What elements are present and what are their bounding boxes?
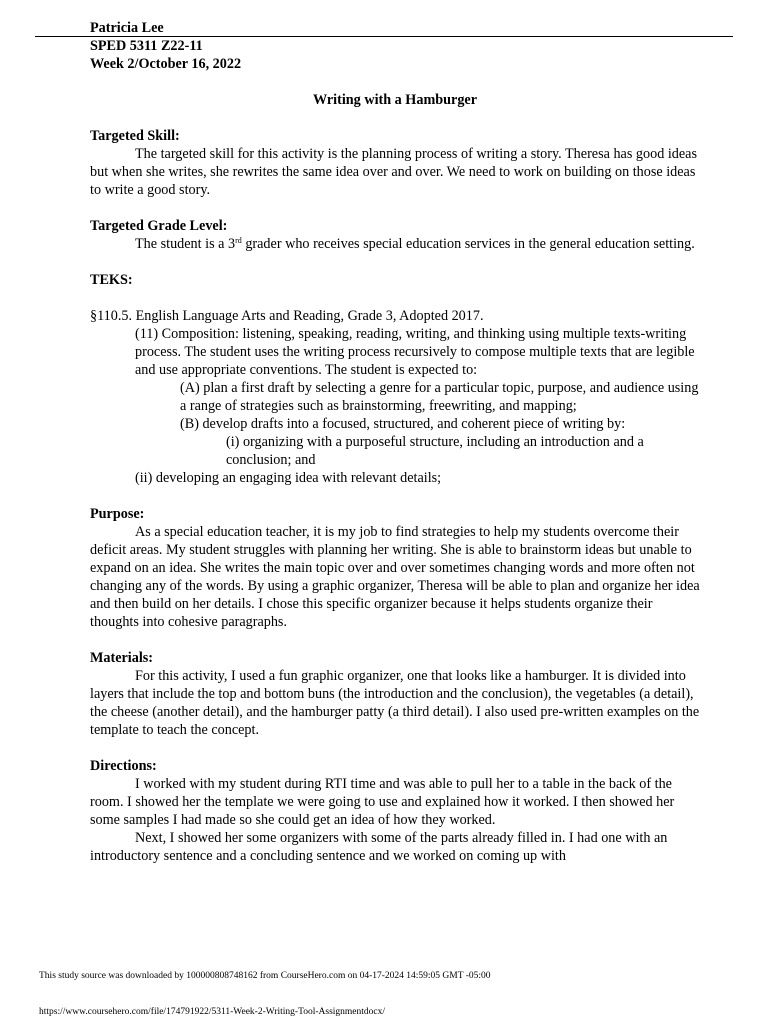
directions-paragraph-2: Next, I showed her some organizers with some of the parts already filled in. I had one with an introductory sentence and a concluding sentence and we worked on coming up with <box>90 830 668 864</box>
download-notice: This study source was downloaded by 100000808748162 from CourseHero.com on 04-17-2024 14:59:05 GMT -05:00 <box>39 971 491 981</box>
grade-level-text-start: The student is a 3 <box>135 236 236 252</box>
grade-level-text <box>90 235 700 253</box>
document-title: Writing with a Hamburger <box>312 92 478 108</box>
grade-ordinal-suffix: rd <box>235 236 242 245</box>
teks-item-b: (B) develop drafts into a focused, structured, and coherent piece of writing by: <box>180 416 626 432</box>
purpose-text: As a special education teacher, it is my job to find strategies to help my students overcome their deficit areas. My student struggles with planning her writing. She is able to brainstorm ideas but unable to expand on an idea. She writes the main topic over and over sometimes changing words and more often not changing any of the words. By using a graphic organizer, Theresa will be able to plan and organize her idea and then build on her details. I chose this specific organizer because it helps students organize their thoughts into cohesive paragraphs. <box>90 524 700 630</box>
materials-heading: Materials: <box>90 650 154 666</box>
course-code: SPED 5311 Z22-11 <box>90 38 203 54</box>
week-date: Week 2/October 16, 2022 <box>90 56 242 72</box>
purpose-heading: Purpose: <box>90 506 145 522</box>
teks-section: §110.5. English Language Arts and Reading, Grade 3, Adopted 2017. <box>90 308 484 324</box>
directions-paragraph-1: I worked with my student during RTI time and was able to pull her to a table in the back of the room. I showed her the template we were going to use and explained how it worked. I then showed her some samples I had made so she could get an idea of how they worked. <box>90 776 675 828</box>
directions-heading: Directions: <box>90 758 157 774</box>
teks-item-b-i: (i) organizing with a purposeful structure, including an introduction and a conclusion; and <box>226 434 644 468</box>
source-url: https://www.coursehero.com/file/174791922/5311-Week-2-Writing-Tool-Assignmentdocx/ <box>39 1007 386 1017</box>
grade-level-text-end: grader who receives special education services in the general education setting. <box>241 236 695 252</box>
teks-item-11: (11) Composition: listening, speaking, reading, writing, and thinking using multiple texts-writing process. The student uses the writing process recursively to compose multiple texts that are legible and use appropriate conventions. The student is expected to: <box>135 326 695 378</box>
document-body <box>90 19 700 865</box>
targeted-skill-heading: Targeted Skill: <box>90 128 180 144</box>
teks-item-b-ii: (ii) developing an engaging idea with relevant details; <box>135 470 442 486</box>
author-name: Patricia Lee <box>90 20 164 36</box>
teks-item-a: (A) plan a first draft by selecting a genre for a particular topic, purpose, and audience using a range of strategies such as brainstorming, freewriting, and mapping; <box>180 380 699 414</box>
targeted-skill-text: The targeted skill for this activity is the planning process of writing a story. Theresa has good ideas but when she writes, she rewrites the same idea over and over. We need to work on building on those ideas to write a good story. <box>90 146 697 198</box>
materials-text: For this activity, I used a fun graphic organizer, one that looks like a hamburger. It is divided into layers that include the top and bottom buns (the introduction and the conclusion), the vegetables (a detail), the cheese (another detail), and the hamburger patty (a third detail). I also used pre-written examples on the template to teach the concept. <box>90 668 700 738</box>
grade-level-heading: Targeted Grade Level: <box>90 218 228 234</box>
teks-heading: TEKS: <box>90 272 133 288</box>
